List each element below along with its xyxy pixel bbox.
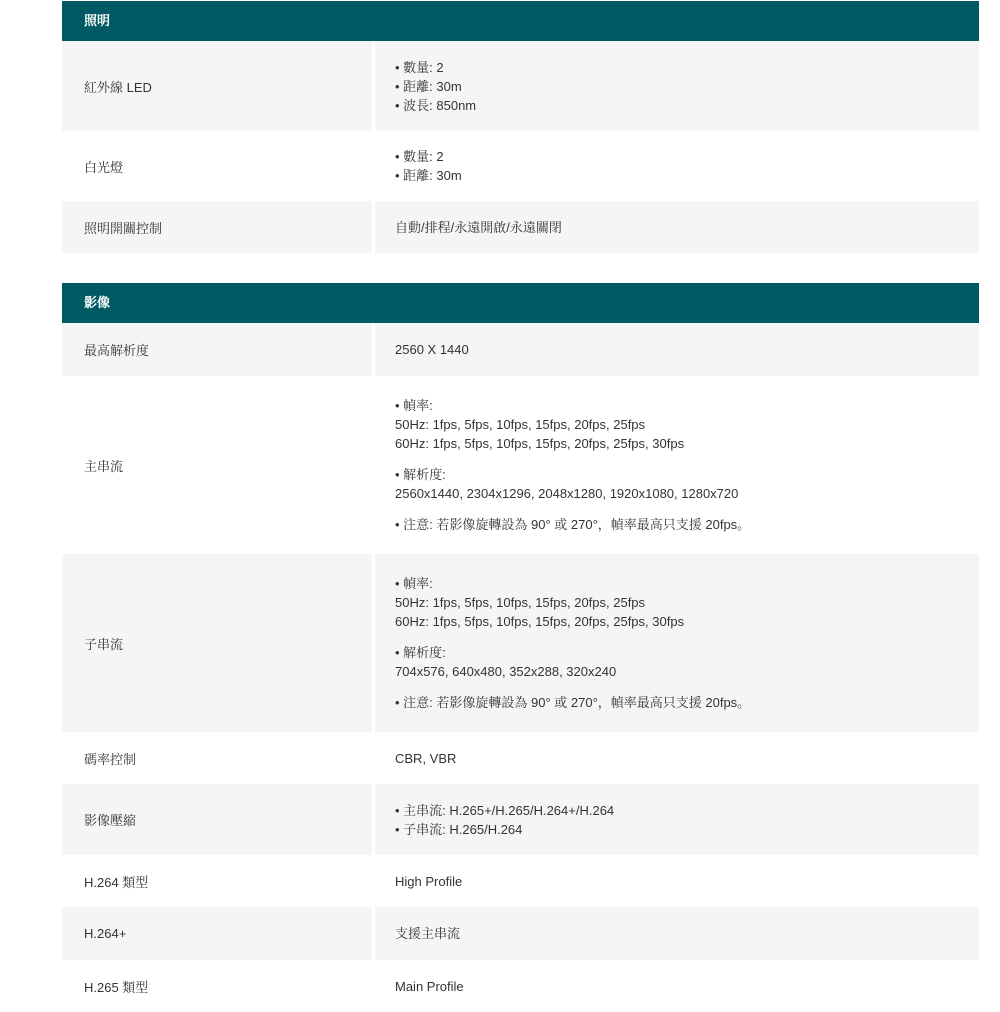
- spec-label: 白光燈: [62, 131, 375, 201]
- spec-value-line: • 主串流: H.265+/H.265/H.264+/H.264: [395, 802, 615, 818]
- spec-label: H.264+: [62, 907, 375, 960]
- frame-rate-50hz: 50Hz: 1fps, 5fps, 10fps, 15fps, 20fps, 25fps: [395, 417, 646, 432]
- spec-value-line: • 數量: 2: [395, 59, 444, 75]
- spec-value: [375, 784, 979, 855]
- rotation-note: • 注意: 若影像旋轉設為 90° 或 270°，幀率最高只支援 20fps。: [395, 695, 751, 710]
- spec-label: 子串流: [62, 554, 375, 732]
- spec-row-bitrate-control: [62, 732, 979, 784]
- spec-label: H.264 類型: [62, 855, 375, 907]
- spec-value: [375, 960, 979, 1012]
- spec-value: [375, 732, 979, 784]
- spec-row-white-light: [62, 131, 979, 201]
- spec-value-line: 自動/排程/永遠開啟/永遠關閉: [395, 219, 562, 235]
- spec-row-main-stream: [62, 376, 979, 554]
- spec-row-sub-stream: [62, 554, 979, 732]
- spec-label: H.265 類型: [62, 960, 375, 1012]
- spec-row-h264-type: [62, 855, 979, 907]
- spec-value-line: 支援主串流: [395, 926, 461, 941]
- frame-rate-60hz: 60Hz: 1fps, 5fps, 10fps, 15fps, 20fps, 25fps, 30fps: [395, 436, 685, 451]
- spec-value: [375, 41, 979, 131]
- spec-value-line: CBR, VBR: [395, 750, 457, 766]
- spec-value-line: • 子串流: H.265/H.264: [395, 821, 523, 837]
- spec-label: 主串流: [62, 376, 375, 554]
- spec-value-line: • 距離: 30m: [395, 78, 462, 94]
- frame-rate-heading: • 幀率:: [395, 576, 433, 591]
- spec-value: [375, 554, 979, 732]
- spec-value: [375, 323, 979, 376]
- spec-value: [375, 376, 979, 554]
- frame-rate-50hz: 50Hz: 1fps, 5fps, 10fps, 15fps, 20fps, 25fps: [395, 595, 646, 610]
- spec-row-ir-led: [62, 41, 979, 131]
- resolution-heading: • 解析度:: [395, 467, 446, 482]
- resolution-list: 704x576, 640x480, 352x288, 320x240: [395, 664, 617, 679]
- spec-value: [375, 907, 979, 960]
- spec-value-line: High Profile: [395, 873, 463, 889]
- resolution-list: 2560x1440, 2304x1296, 2048x1280, 1920x1080, 1280x720: [395, 486, 739, 501]
- spec-label: 紅外線 LED: [62, 41, 375, 131]
- spec-value-line: • 數量: 2: [395, 149, 444, 164]
- lighting-spec-table: [62, 1, 979, 253]
- frame-rate-60hz: 60Hz: 1fps, 5fps, 10fps, 15fps, 20fps, 25fps, 30fps: [395, 614, 685, 629]
- spec-value: [375, 201, 979, 253]
- spec-row-h265-type: [62, 960, 979, 1012]
- video-spec-table: [62, 283, 979, 1012]
- spec-row-switch-control: [62, 201, 979, 253]
- spec-value: [375, 131, 979, 201]
- resolution-heading: • 解析度:: [395, 645, 446, 660]
- spec-value: [375, 855, 979, 907]
- spec-label: 最高解析度: [62, 323, 375, 376]
- spec-value-line: • 波長: 850nm: [395, 97, 477, 113]
- spec-label: 影像壓縮: [62, 784, 375, 855]
- spec-label: 照明開關控制: [62, 201, 375, 253]
- spec-row-h264-plus: [62, 907, 979, 960]
- spec-value-line: 2560 X 1440: [395, 342, 469, 357]
- spec-row-max-resolution: [62, 323, 979, 376]
- video-section-header: 影像: [62, 283, 979, 323]
- spec-value-line: Main Profile: [395, 978, 464, 994]
- frame-rate-heading: • 幀率:: [395, 398, 433, 413]
- lighting-section-header: 照明: [62, 1, 979, 41]
- spec-row-compression: [62, 784, 979, 855]
- rotation-note: • 注意: 若影像旋轉設為 90° 或 270°，幀率最高只支援 20fps。: [395, 517, 751, 532]
- spec-label: 碼率控制: [62, 732, 375, 784]
- spec-value-line: • 距離: 30m: [395, 168, 462, 183]
